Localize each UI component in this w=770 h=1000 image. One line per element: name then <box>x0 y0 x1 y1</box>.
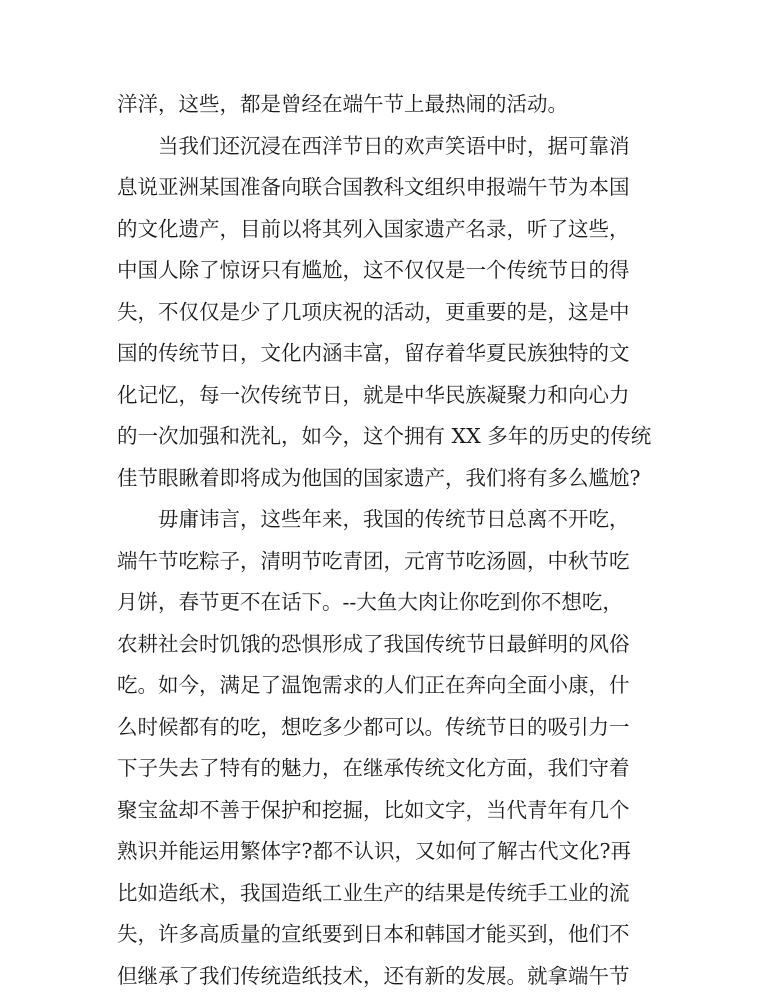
text-line: 月饼，春节更不在话下。--大鱼大肉让你吃到你不想吃， <box>117 590 623 614</box>
text-line: 但继承了我们传统造纸技术，还有新的发展。就拿端午节 <box>117 963 630 988</box>
text-line: 国的传统节日，文化内涵丰富，留存着华夏民族独特的文 <box>117 341 630 365</box>
paragraph-first-line: 毋庸讳言，这些年来，我国的传统节日总离不开吃， <box>158 507 630 531</box>
text-line: 失，不仅仅是少了几项庆祝的活动，更重要的是，这是中 <box>117 299 630 324</box>
body-text <box>117 84 652 997</box>
text-line: 化记忆，每一次传统节日，就是中华民族凝聚力和向心力 <box>117 382 630 407</box>
text-line: 聚宝盆却不善于保护和挖掘，比如文字，当代青年有几个 <box>117 797 630 822</box>
text-line: 息说亚洲某国准备向联合国教科文组织申报端午节为本国 <box>117 175 630 199</box>
text-line: 么时候都有的吃，想吃多少都可以。传统节日的吸引力一 <box>117 714 630 739</box>
text-line: 熟识并能运用繁体字?都不认识，又如何了解古代文化?再 <box>117 839 631 863</box>
text-line: 中国人除了惊讶只有尴尬，这不仅仅是一个传统节日的得 <box>117 258 630 282</box>
text-line: 洋洋，这些，都是曾经在端午节上最热闹的活动。 <box>117 92 568 116</box>
text-line: 下子失去了特有的魅力，在继承传统文化方面，我们守着 <box>117 756 630 780</box>
text-line: 比如造纸术，我国造纸工业生产的结果是传统手工业的流 <box>117 880 630 905</box>
text-line: 的文化遗产，目前以将其列入国家遗产名录，听了这些， <box>117 216 630 241</box>
text-line: 端午节吃粽子，清明节吃青团，元宵节吃汤圆，中秋节吃 <box>117 548 630 573</box>
text-line: 失，许多高质量的宣纸要到日本和韩国才能买到，他们不 <box>117 922 630 946</box>
text-line: 吃。如今，满足了温饱需求的人们正在奔向全面小康，什 <box>117 673 630 697</box>
text-line: 农耕社会时饥饿的恐惧形成了我国传统节日最鲜明的风俗 <box>117 631 630 656</box>
text-line: 佳节眼瞅着即将成为他国的国家遗产，我们将有多么尴尬? <box>117 465 641 490</box>
text-line: 的一次加强和洗礼，如今，这个拥有 XX 多年的历史的传统 <box>117 424 652 448</box>
paragraph-first-line: 当我们还沉浸在西洋节日的欢声笑语中时，据可靠消 <box>158 133 630 158</box>
